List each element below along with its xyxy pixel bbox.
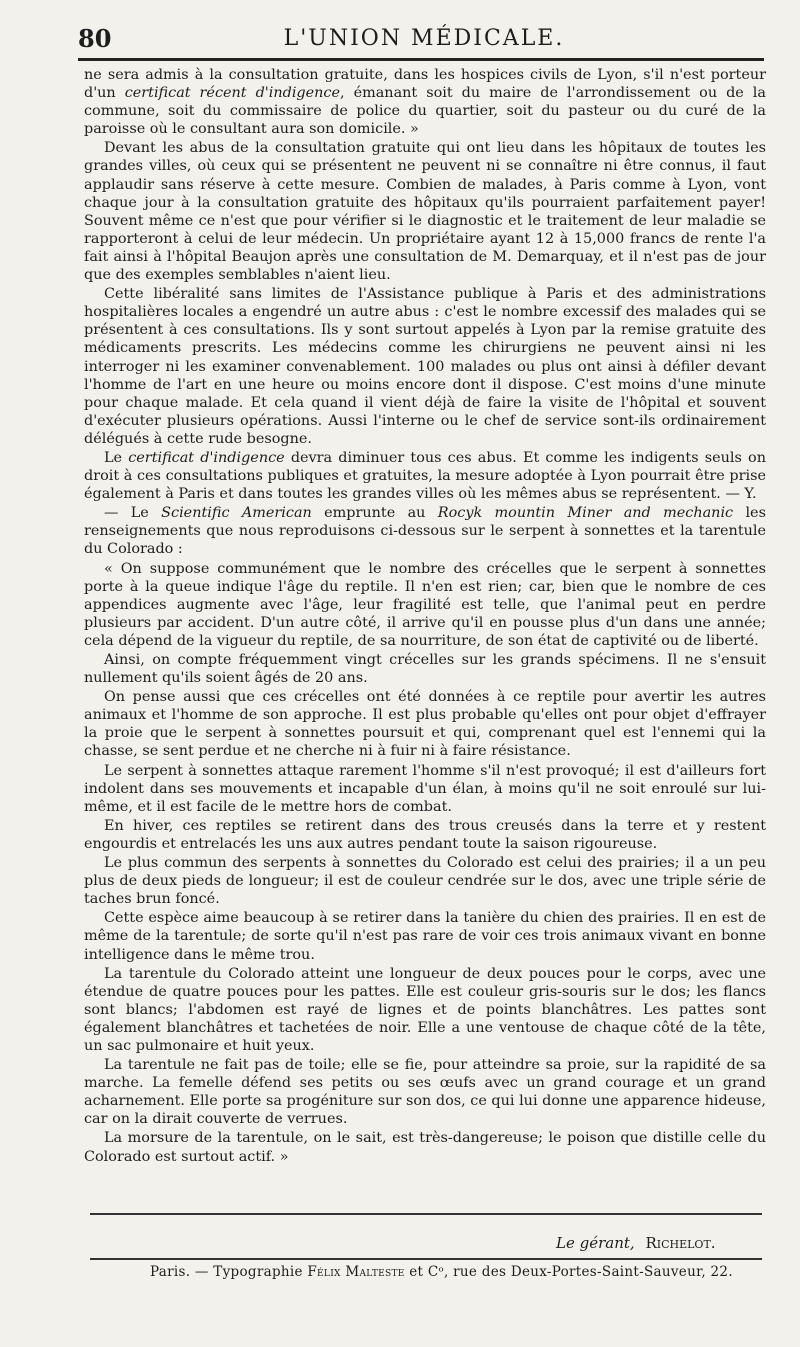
article-paragraph — [84, 1056, 766, 1128]
header-rule — [78, 58, 764, 61]
paragraph-text: ne sera admis à la consultation gratuite, dans les hospices civils de Lyon, s'il n'est porteur d'un — [84, 67, 766, 102]
closing-rule — [90, 1213, 762, 1215]
article-paragraph — [84, 965, 766, 1055]
paragraph-text: « On suppose communément que le nombre des crécelles que le serpent à sonnettes porte à la queue indique l'âge du reptile. Il n'en est rien; car, bien que le nombre de ces appendices augmente avec l'âge, leur fragilité est telle, que l'animal peut en perdre plusieurs par accident. D'un autre côté, il arrive qu'il en pousse plus d'un dans une année; cela dépend de la vigueur du reptile, de sa nourriture, de son état de captivité ou de liberté. — [84, 560, 766, 649]
paragraph-text: emprunte au — [311, 505, 438, 522]
paragraph-text: Cette espèce aime beaucoup à se retirer dans la tanière du chien des prairies. Il en est de même de la tarentule; de sorte qu'il n'est pas rare de voir ces trois animaux vivant en bonne intelligence dans le même trou. — [84, 910, 766, 963]
article-paragraph — [84, 688, 766, 760]
article-paragraph — [84, 1129, 766, 1165]
paragraph-text: , émanant soit du maire de l'arrondissement ou de la commune, soit du commissaire de police du quartier, soit du pasteur ou du curé de la paroisse où le consultant aura son domicile. » — [84, 85, 766, 138]
article-paragraph — [84, 817, 766, 853]
italic-text: Scientific American — [161, 505, 312, 522]
article-paragraph — [84, 762, 766, 816]
paragraph-text: Ainsi, on compte fréquemment vingt crécelles sur les grands spécimens. Il ne s'ensuit nullement qu'ils soient âgés de 20 ans. — [84, 652, 766, 687]
article-paragraph — [84, 66, 766, 138]
article-paragraph — [84, 449, 766, 503]
page-header — [78, 24, 770, 56]
running-title: L'UNION MÉDICALE. — [283, 26, 565, 51]
italic-text: certificat récent d'indigence — [124, 85, 340, 102]
article-paragraph — [84, 651, 766, 687]
paragraph-text: Cette libéralité sans limites de l'Assistance publique à Paris et des administrations hospitalières locales a engendré un autre abus : c'est le nombre excessif des malades qui se présentent à ces consultations. Ils y sont surtout appelés à Lyon par la remise gratuite des médicaments prescrits. Les médecins comme les chirurgiens ne peuvent ainsi ni les interroger ni les examiner convenablement. 100 malades ou plus ont ainsi à défiler devant l'homme de l'art en une heure ou moins encore dont il dispose. C'est moins d'une minute pour chaque malade. Et cela quand il vient déjà de faire la visite de l'hôpital et souvent d'exécuter plusieurs opérations. Aussi l'interne ou le chef de service sont-ils ordinairement délégués à cette rude besogne. — [84, 286, 766, 447]
paragraph-text: — Le — [104, 505, 162, 522]
italic-text: Rocyk mountin Miner and mechanic — [437, 505, 734, 522]
signature-line — [556, 1234, 766, 1254]
paragraph-text: La morsure de la tarentule, on le sait, est très-dangereuse; le poison que distille celle du Colorado est surtout actif. » — [84, 1130, 766, 1165]
paragraph-text: La tarentule ne fait pas de toile; elle se fie, pour atteindre sa proie, sur la rapidité de sa marche. La femelle défend ses petits ou ses œufs avec un grand courage et un grand acharnement. Elle porte sa progéniture sur son dos, ce qui lui donne une apparence hideuse, car on la dirait couverte de verrues. — [84, 1057, 766, 1128]
printer-imprint — [150, 1264, 750, 1286]
paragraph-text: On pense aussi que ces crécelles ont été données à ce reptile pour avertir les autres animaux et l'homme de son approche. Il est plus probable qu'elles ont pour objet d'effrayer la proie que le serpent à sonnettes poursuit et qui, comprenant quel est l'ennemi qui la chasse, se sent perdue et ne cherche ni à fuir ni à faire résistance. — [84, 689, 766, 760]
paragraph-text: les renseignements que nous reproduisons ci-dessous sur le serpent à sonnettes et la tarentule du Colorado : — [84, 505, 766, 558]
paragraph-text: Le serpent à sonnettes attaque rarement l'homme s'il n'est provoqué; il est d'ailleurs fort indolent dans ses mouvements et incapable d'un élan, à moins qu'il ne soit enroulé sur lui-même, et il est facile de le mettre hors de combat. — [84, 762, 766, 815]
signature-label: Le gérant, — [556, 1234, 635, 1252]
imprint-printer: Félix Malteste — [307, 1264, 405, 1280]
paragraph-text: La tarentule du Colorado atteint une longueur de deux pouces pour le corps, avec une étendue de quatre pouces pour les pattes. Elle est couleur gris-souris sur le dos; les flancs sont blancs; l'abdomen est rayé de lignes et de points blanchâtres. Les pattes sont également blanchâtres et tachetées de noir. Elle a une ventouse de chaque côté de la tête, un sac pulmonaire et huit yeux. — [84, 965, 766, 1054]
signature-name: Richelot. — [645, 1234, 716, 1252]
paragraph-text: Devant les abus de la consultation gratuite qui ont lieu dans les hôpitaux de toutes les grandes villes, où ceux qui se présentent ne peuvent ni se connaître ni être connus, il faut applaudir sans réserve à cette mesure. Combien de malades, à Paris comme à Lyon, vont chaque jour à la consultation gratuite des hôpitaux qu'ils pourraient parfaitement payer! Souvent même ce n'est que pour vérifier si le diagnostic et le traitement de leur maladie se rapporteront à celui de leur médecin. Un propriétaire ayant 12 à 15,000 francs de rente l'a fait ainsi à l'hôpital Beaujon après une consultation de M. Demarquay, et il n'est pas de jour que des exemples semblables n'aient lieu. — [84, 140, 766, 284]
article-paragraph — [84, 854, 766, 908]
article-body — [84, 66, 766, 1206]
page-number: 80 — [78, 24, 112, 53]
paragraph-text: En hiver, ces reptiles se retirent dans des trous creusés dans la terre et y restent engourdis et entrelacés les uns aux autres pendant toute la saison rigoureuse. — [84, 817, 766, 852]
article-paragraph — [84, 504, 766, 558]
imprint-suffix: et Cᵒ, rue des Deux-Portes-Saint-Sauveur, 22. — [404, 1264, 733, 1280]
paragraph-text: Le — [104, 449, 129, 466]
italic-text: certificat d'indigence — [128, 449, 285, 466]
article-paragraph — [84, 285, 766, 448]
paragraph-text: Le plus commun des serpents à sonnettes du Colorado est celui des prairies; il a un peu plus de deux pieds de longueur; il est de couleur cendrée sur le dos, avec une triple série de taches brun foncé. — [84, 855, 766, 908]
article-paragraph — [84, 909, 766, 963]
article-paragraph — [84, 560, 766, 650]
article-paragraph — [84, 139, 766, 284]
imprint-rule — [90, 1258, 762, 1260]
paragraph-text: devra diminuer tous ces abus. Et comme les indigents seuls on droit à ces consultations publiques et gratuites, la mesure adoptée à Lyon pourrait être prise également à Paris et dans toutes les grandes villes où les mêmes abus se représentent. — Y. — [84, 449, 766, 503]
imprint-prefix: Paris. — Typographie — [150, 1264, 308, 1280]
